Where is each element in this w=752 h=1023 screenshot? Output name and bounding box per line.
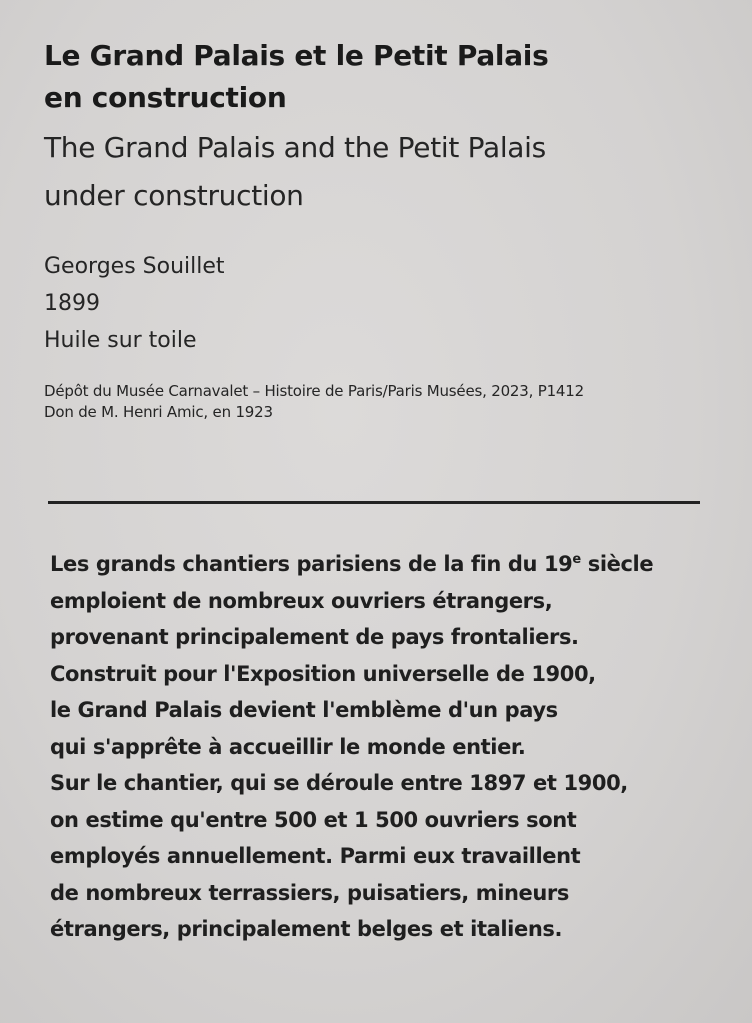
artwork-year: 1899 xyxy=(44,291,100,316)
description-line: Sur le chantier, qui se déroule entre 1897 et 1900, xyxy=(50,771,628,795)
description-line: qui s'apprête à accueillir le monde entier. xyxy=(50,734,526,759)
description-line: étrangers, principalement belges et italiens. xyxy=(50,917,563,941)
title-english-line-2: under construction xyxy=(44,179,304,212)
artwork-meta xyxy=(44,248,724,359)
credit-lines xyxy=(44,381,724,423)
description-line: provenant principalement de pays frontaliers. xyxy=(50,625,579,649)
description-line: le Grand Palais devient l'emblème d'un pays xyxy=(50,698,558,722)
title-french-line-2: en construction xyxy=(44,81,287,114)
century-superscript: e xyxy=(572,552,581,567)
credit-line-donation: Don de M. Henri Amic, en 1923 xyxy=(44,403,273,421)
description-line: emploient de nombreux ouvriers étrangers, xyxy=(50,588,553,613)
artwork-medium: Huile sur toile xyxy=(44,328,197,353)
description-line: de nombreux terrassiers, puisatiers, mineurs xyxy=(50,880,569,905)
title-english-line-1: The Grand Palais and the Petit Palais xyxy=(44,131,546,164)
description-paragraph xyxy=(50,546,722,948)
description-line: employés annuellement. Parmi eux travaillent xyxy=(50,844,581,868)
title-french-line-1: Le Grand Palais et le Petit Palais xyxy=(44,39,549,72)
title-english xyxy=(44,124,724,220)
divider-rule xyxy=(48,501,700,504)
description-line-1-end: siècle xyxy=(580,552,654,576)
description-line: Construit pour l'Exposition universelle de 1900, xyxy=(50,661,596,686)
title-french xyxy=(44,30,724,124)
artist-name: Georges Souillet xyxy=(44,254,225,279)
museum-label xyxy=(44,30,724,423)
description-line: on estime qu'entre 500 et 1 500 ouvriers sont xyxy=(50,807,577,832)
description-line xyxy=(50,546,722,583)
credit-line-deposit: Dépôt du Musée Carnavalet – Histoire de Paris/Paris Musées, 2023, P1412 xyxy=(44,382,584,400)
description-line-1-text: Les grands chantiers parisiens de la fin du 19 xyxy=(50,552,573,576)
